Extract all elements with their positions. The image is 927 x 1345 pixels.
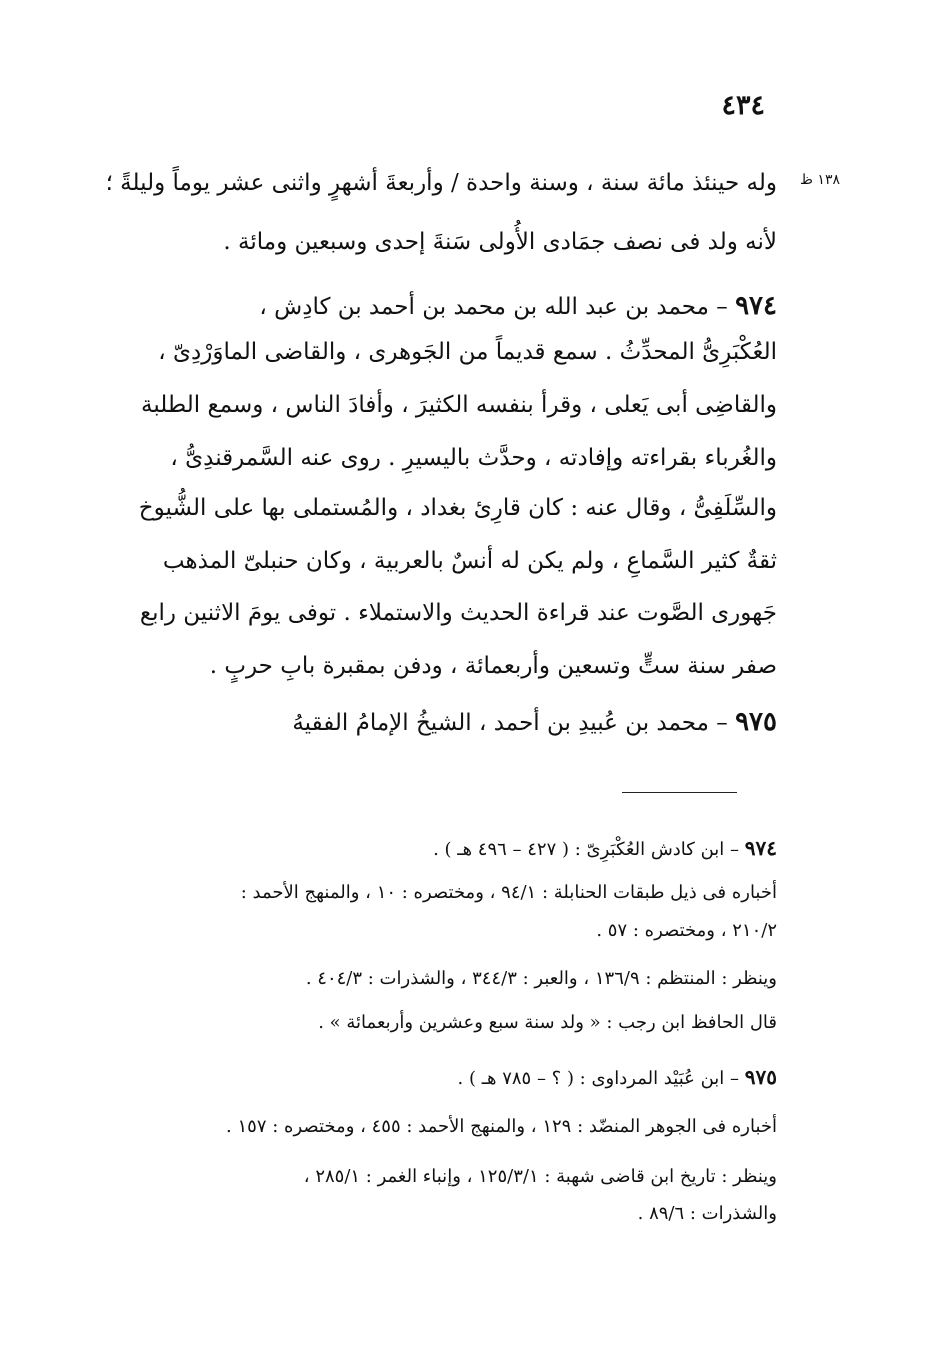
entry-dash: –: [716, 294, 728, 320]
entry-text: محمد بن عبد الله بن محمد بن أحمد بن كادِش ،: [259, 294, 709, 320]
main-line: والسِّلَفِىُّ ، وقال عنه : كان قارِئ بغداد ، والمُستملى بها على الشُّيوخ: [138, 495, 777, 521]
entry-974-line: [108, 290, 777, 323]
footnote-974-heading: [108, 835, 777, 863]
entry-text: محمد بن عُبيدِ بن أحمد ، الشيخُ الإمامُ الفقيهُ: [292, 710, 709, 736]
main-line: العُكْبَرِىُّ المحدِّثُ . سمع قديماً من الجَوهرى ، والقاضى الماوَرْدِىّ ،: [158, 339, 777, 365]
main-line: والغُرباء بقراءته وإفادته ، وحدَّث باليسيرِ . روى عنه السَّمرقندِىُّ ،: [170, 445, 777, 471]
footnote-dash: –: [730, 1068, 740, 1089]
footnote-line: والشذرات : ٨٩/٦ .: [637, 1203, 777, 1224]
footnote-dash: –: [730, 839, 740, 860]
entry-975-line: [108, 706, 777, 739]
footnote-number: ٩٧٤: [744, 836, 777, 860]
footnote-heading-text: ابن عُبَيْد المرداوى : ( ؟ – ٧٨٥ هـ ) .: [457, 1068, 725, 1089]
main-line: ثقةٌ كثير السَّماعِ ، ولم يكن له أنسٌ بالعربية ، وكان حنبلىّ المذهب: [162, 548, 777, 574]
main-line: صفر سنة ستٍّ وتسعين وأربعمائة ، ودفن بمقبرة بابِ حربٍ .: [209, 653, 777, 679]
footnote-975-heading: [108, 1064, 777, 1092]
footnote-line: ٢١٠/٢ ، ومختصره : ٥٧ .: [596, 920, 777, 941]
footnote-line: أخباره فى الجوهر المنضّد : ١٢٩ ، والمنهج الأحمد : ٤٥٥ ، ومختصره : ١٥٧ .: [226, 1116, 777, 1137]
footnote-line: وينظر : تاريخ ابن قاضى شهبة : ١٢٥/٣/١ ، وإنباء الغمر : ٢٨٥/١ ،: [303, 1166, 777, 1187]
main-line: والقاضِى أبى يَعلى ، وقرأ بنفسه الكثيرَ ، وأفادَ الناس ، وسمع الطلبة: [140, 392, 777, 418]
main-line: لأنه ولد فى نصف جمَادى الأُولى سَنةَ إحدى وسبعين ومائة .: [223, 229, 777, 255]
page-number: ٤٣٤: [721, 90, 765, 121]
footnote-line: قال الحافظ ابن رجب : « ولد سنة سبع وعشرين وأربعمائة » .: [318, 1012, 777, 1033]
footnote-line: أخباره فى ذيل طبقات الحنابلة : ٩٤/١ ، ومختصره : ١٠ ، والمنهج الأحمد :: [240, 882, 777, 903]
footnote-heading-text: ابن كادش العُكْبَرِىّ : ( ٤٢٧ – ٤٩٦ هـ ) .: [433, 839, 725, 860]
entry-number: ٩٧٥: [735, 707, 777, 737]
entry-dash: –: [716, 710, 728, 736]
margin-note: ١٣٨ ظ: [800, 172, 840, 188]
footnote-number: ٩٧٥: [744, 1065, 777, 1089]
entry-number: ٩٧٤: [735, 291, 777, 321]
main-line: وله حينئذ مائة سنة ، وسنة واحدة / وأربعةَ أشهرٍ واثنى عشر يوماً وليلةً ؛: [105, 170, 777, 196]
main-line: جَهورى الصَّوت عند قراءة الحديث والاستملاء . توفى يومَ الاثنين رابع: [139, 600, 777, 626]
footnote-separator: [622, 792, 737, 793]
footnote-line: وينظر : المنتظم : ١٣٦/٩ ، والعبر : ٣٤٤/٣ ، والشذرات : ٤٠٤/٣ .: [305, 968, 777, 989]
